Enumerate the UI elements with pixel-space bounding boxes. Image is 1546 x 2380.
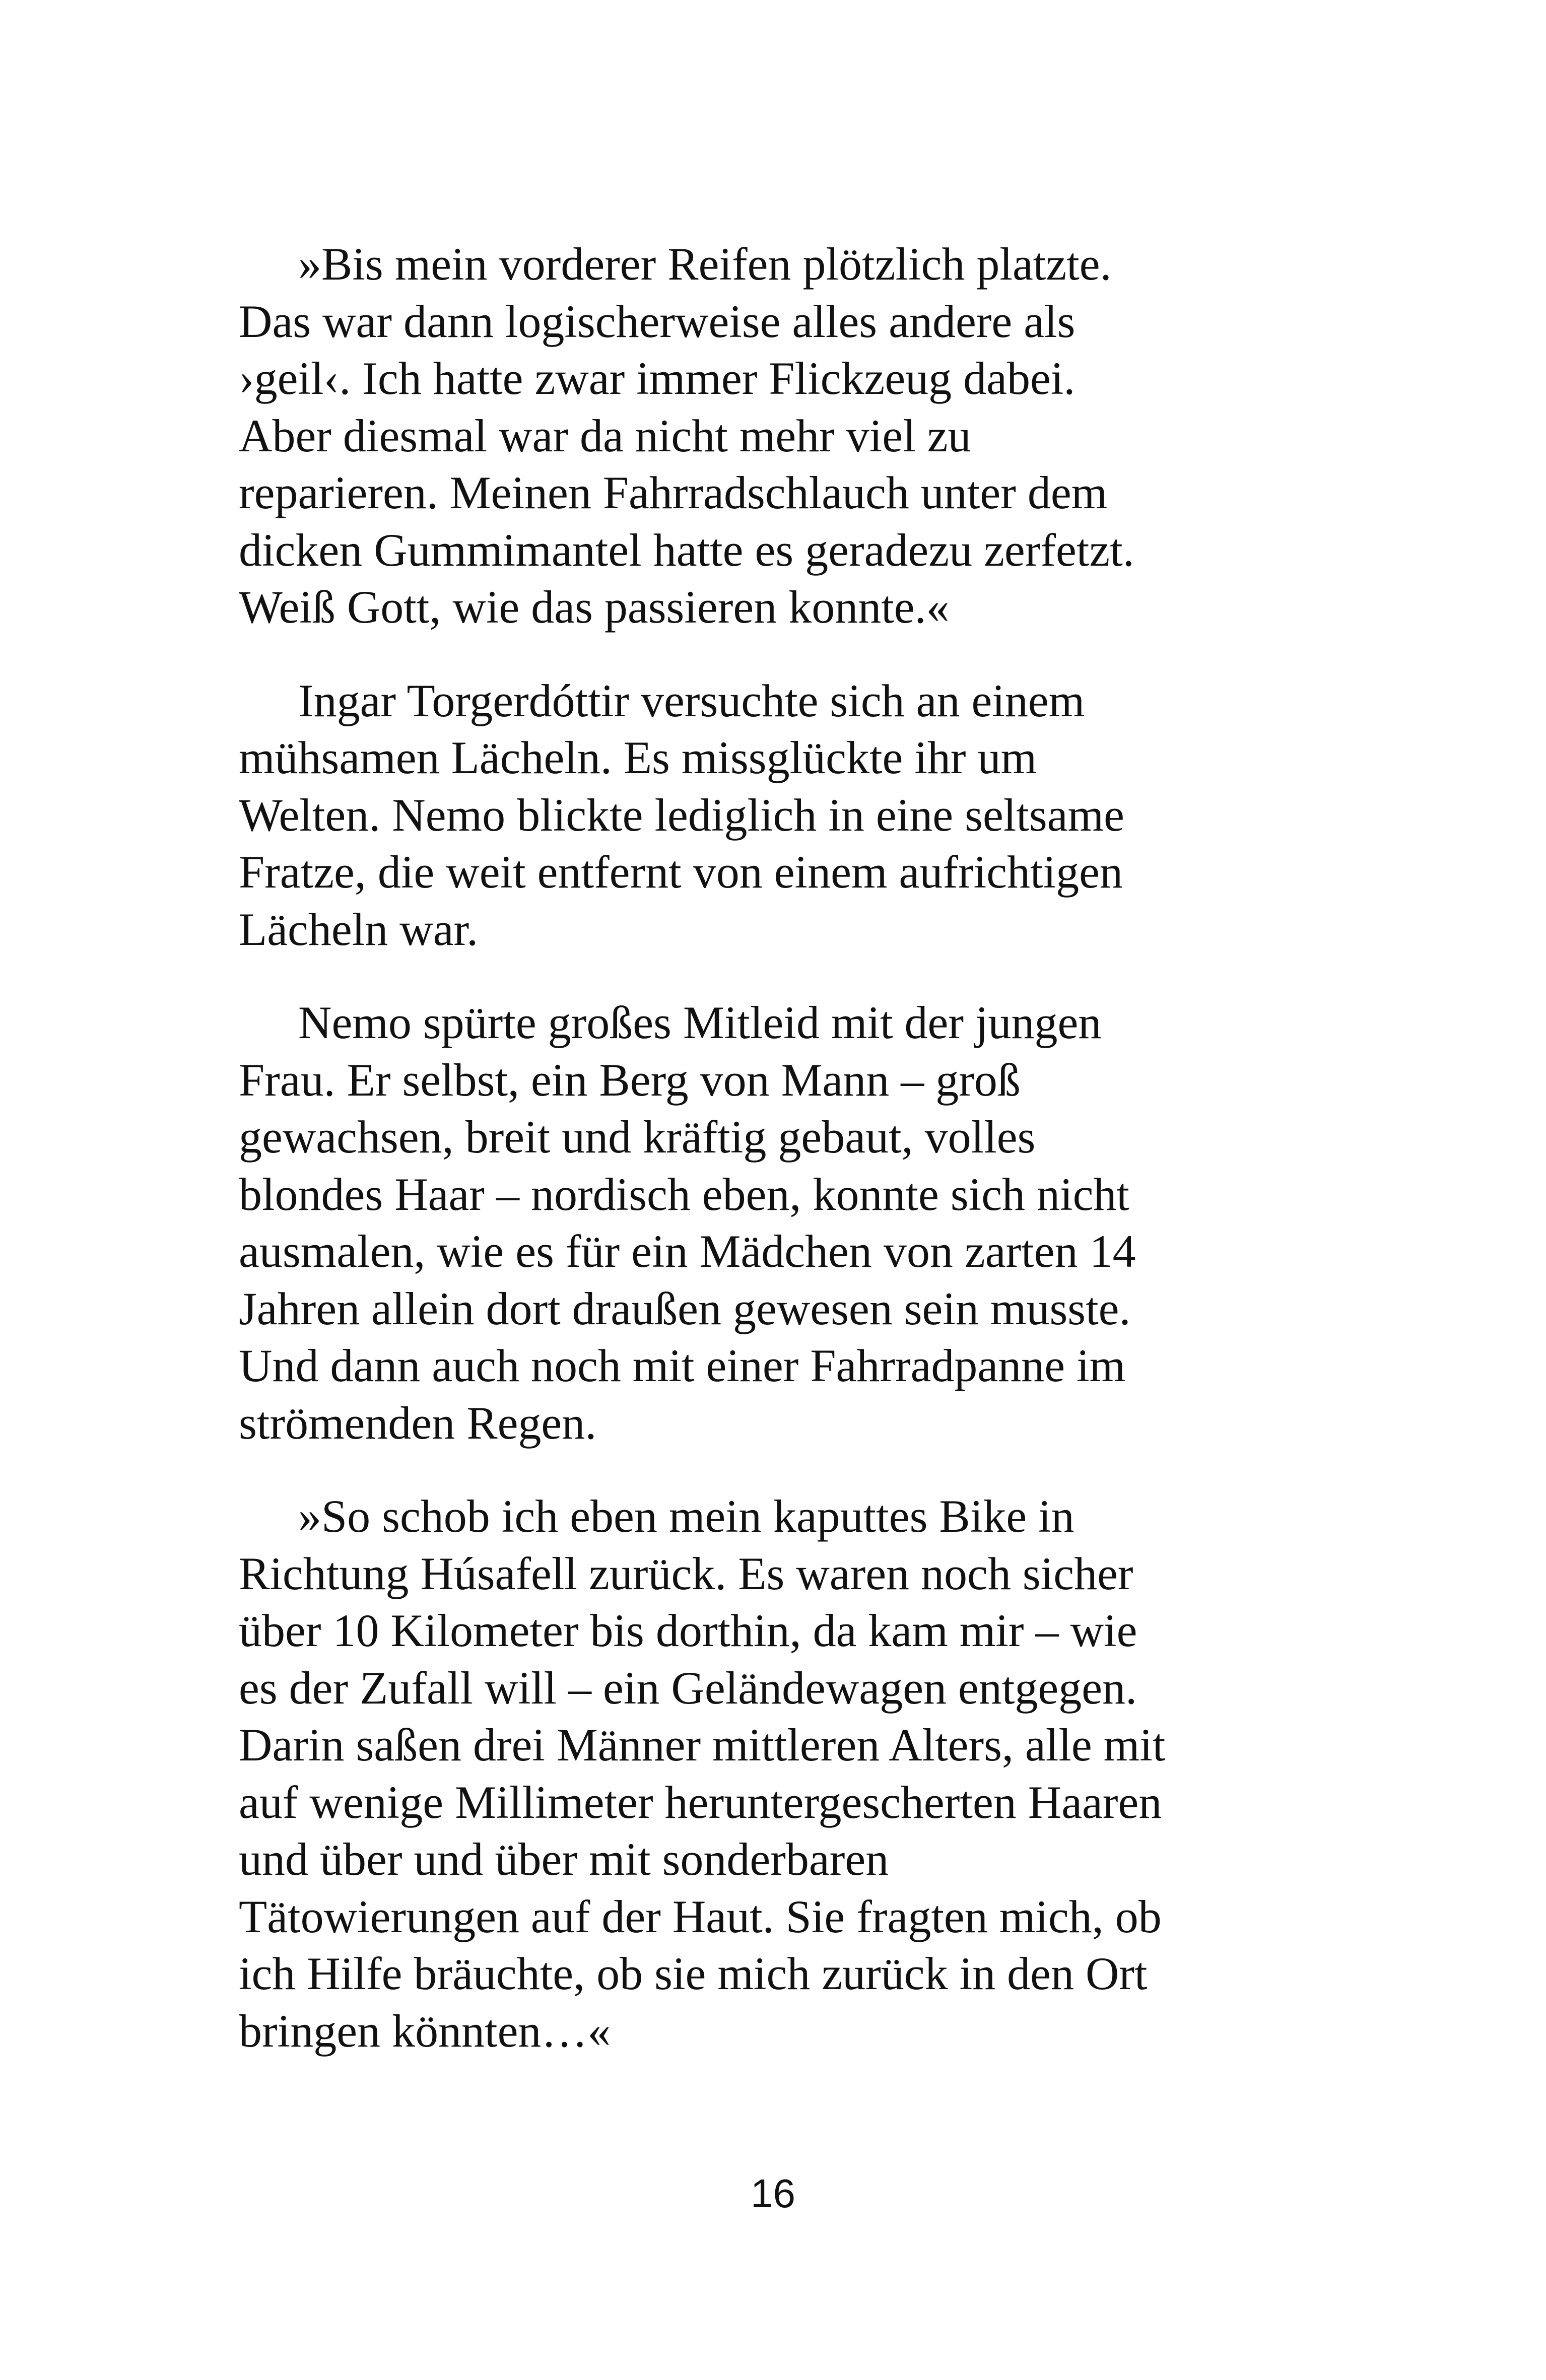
text-line: Fratze, die weit entfernt von einem aufrichtigen <box>239 846 1123 898</box>
page-number: 16 <box>751 2171 795 2216</box>
text-line: dicken Gummimantel hatte es geradezu zerfetzt. <box>239 524 1134 576</box>
text-line: über 10 Kilometer bis dorthin, da kam mir – wie <box>239 1605 1137 1656</box>
body-text <box>239 236 1186 2096</box>
paragraph-2 <box>239 672 1186 959</box>
text-line: Richtung Húsafell zurück. Es waren noch sicher <box>239 1547 1133 1599</box>
paragraph-3 <box>239 994 1186 1452</box>
text-line: Lächeln war. <box>239 903 479 955</box>
text-line: es der Zufall will – ein Geländewagen entgegen. <box>239 1662 1137 1714</box>
text-line: Welten. Nemo blickte lediglich in eine seltsame <box>239 789 1124 841</box>
text-line: und über und über mit sonderbaren <box>239 1833 889 1885</box>
text-line: bringen könnten…« <box>239 2005 611 2057</box>
paragraph-4 <box>239 1488 1186 2060</box>
text-line: Tätowierungen auf der Haut. Sie fragten mich, ob <box>239 1890 1162 1942</box>
text-line: ›geil‹. Ich hatte zwar immer Flickzeug dabei. <box>239 353 1076 404</box>
text-line: blondes Haar – nordisch eben, konnte sich nicht <box>239 1168 1129 1220</box>
text-line: Frau. Er selbst, ein Berg von Mann – groß <box>239 1054 1021 1106</box>
text-line: mühsamen Lächeln. Es missglückte ihr um <box>239 732 1037 783</box>
text-line: »So schob ich eben mein kaputtes Bike in <box>298 1490 1074 1542</box>
text-line: ausmalen, wie es für ein Mädchen von zarten 14 <box>239 1226 1136 1277</box>
text-line: Und dann auch noch mit einer Fahrradpanne im <box>239 1340 1126 1391</box>
text-line: strömenden Regen. <box>239 1397 597 1449</box>
text-line: Das war dann logischerweise alles andere als <box>239 295 1076 347</box>
text-line: Darin saßen drei Männer mittleren Alters, alle mit <box>239 1719 1166 1771</box>
text-line: »Bis mein vorderer Reifen plötzlich platzte. <box>298 238 1112 290</box>
text-line: reparieren. Meinen Fahrradschlauch unter dem <box>239 467 1108 518</box>
text-line: Aber diesmal war da nicht mehr viel zu <box>239 410 971 461</box>
text-line: Nemo spürte großes Mitleid mit der jungen <box>298 997 1102 1048</box>
paragraph-1 <box>239 236 1186 636</box>
text-line: auf wenige Millimeter heruntergescherten Haaren <box>239 1776 1162 1828</box>
text-line: ich Hilfe bräuchte, ob sie mich zurück in den Ort <box>239 1948 1148 1999</box>
text-line: gewachsen, breit und kräftig gebaut, volles <box>239 1111 1036 1163</box>
text-line: Jahren allein dort draußen gewesen sein musste. <box>239 1282 1131 1334</box>
text-line: Weiß Gott, wie das passieren konnte.« <box>239 581 950 633</box>
text-line: Ingar Torgerdóttir versuchte sich an einem <box>298 674 1085 726</box>
